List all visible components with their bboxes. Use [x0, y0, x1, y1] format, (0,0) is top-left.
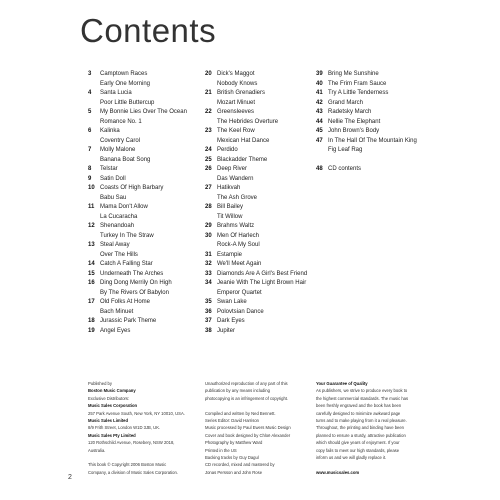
page-ref [88, 99, 100, 109]
page-ref: 32 [205, 261, 212, 267]
song-title: Bill Bailey [217, 204, 244, 210]
contents-entry [88, 232, 203, 242]
contents-entry [205, 156, 320, 166]
page-ref: 21 [205, 90, 212, 96]
page-ref: 42 [316, 99, 323, 106]
footer-line: Photography by Matthew Ward [205, 440, 263, 446]
song-title: Early One Morning [100, 80, 151, 87]
contents-entry [205, 146, 320, 156]
footer-line: Boston Music Company [88, 388, 136, 394]
contents-entry [205, 108, 320, 118]
page-ref [88, 118, 100, 128]
song-title: Babu Sau [100, 194, 127, 201]
page-ref: 20 [205, 71, 212, 77]
song-title: Das Wandern [217, 175, 254, 182]
page-ref: 22 [205, 109, 212, 115]
contents-entry [205, 194, 320, 204]
song-title: By The Rivers Of Babylon [100, 289, 169, 296]
page-ref [205, 137, 217, 147]
page-ref [205, 99, 217, 109]
contents-entry [88, 270, 203, 280]
contents-entry [316, 108, 451, 118]
song-title: Estampie [217, 251, 243, 258]
page-ref: 5 [88, 109, 92, 115]
footer-line: carefully designed to minimize awkward page [316, 410, 401, 416]
contents-entry [88, 80, 203, 90]
page-ref: 24 [205, 147, 212, 153]
footer-line: Cover and book designed by Chloë Alexander [205, 432, 291, 438]
contents-entry [316, 89, 451, 99]
page-ref: 48 [316, 166, 323, 172]
page-ref [88, 194, 100, 204]
page-ref: 37 [205, 318, 212, 324]
contents-entry [88, 165, 203, 175]
song-title: My Bonnie Lies Over The Ocean [100, 109, 187, 115]
song-title: Catch A Falling Star [100, 261, 153, 267]
contents-entry [88, 194, 203, 204]
contents-list [88, 70, 448, 370]
page-ref: 28 [205, 204, 212, 210]
song-title: Angel Eyes [100, 327, 131, 334]
song-title: Telstar [100, 166, 118, 172]
page-ref: 25 [205, 156, 212, 163]
song-title: Jeanie With The Light Brown Hair [217, 280, 307, 286]
page-ref: 4 [88, 90, 92, 96]
song-title: Tit Willow [217, 213, 243, 220]
contents-entry [205, 127, 320, 137]
page-ref [88, 251, 100, 261]
page-ref [88, 232, 100, 242]
song-title: Mama Don't Allow [100, 204, 148, 210]
footer-line: Series Editor: David Harrison [205, 418, 259, 424]
song-title: Banana Boat Song [100, 156, 151, 163]
contents-entry [205, 251, 320, 261]
song-title: Swan Lake [217, 299, 247, 305]
page-ref: 11 [88, 204, 95, 210]
contents-entry [205, 213, 320, 223]
page-ref: 7 [88, 147, 92, 153]
footer-line: This book © Copyright 2006 Boston Music [88, 462, 167, 468]
contents-entry [205, 279, 320, 289]
page-ref: 34 [205, 280, 212, 286]
song-title: Try A Little Tenderness [328, 90, 389, 96]
page-ref: 33 [205, 270, 212, 277]
song-title: Men Of Harlech [217, 232, 260, 239]
footer-line: Music Sales Limited [88, 418, 129, 424]
page-ref [205, 175, 217, 185]
page-ref [205, 118, 217, 128]
song-title: CD contents [328, 166, 362, 172]
page-ref [205, 241, 217, 251]
contents-entry [205, 89, 320, 99]
footer-line: Published by [88, 381, 112, 386]
page-ref: 29 [205, 223, 212, 229]
page-number: 2 [68, 474, 72, 481]
page-ref: 43 [316, 109, 323, 115]
song-title: John Brown's Body [328, 128, 380, 134]
song-title: Coasts Of High Barbary [100, 185, 164, 191]
page-ref: 26 [205, 166, 212, 172]
song-title: Coventry Carol [100, 137, 141, 144]
song-title: The Ash Grove [217, 194, 258, 201]
page-ref: 39 [316, 71, 323, 77]
song-title: Old Folks At Home [100, 299, 151, 305]
page-ref: 12 [88, 223, 95, 229]
page-ref [205, 213, 217, 223]
page-ref [88, 213, 100, 223]
contents-entry [205, 317, 320, 327]
page-ref: 45 [316, 128, 323, 134]
contents-column-3 [316, 70, 451, 175]
page-ref: 41 [316, 90, 323, 96]
quality-guarantee [316, 380, 448, 476]
contents-entry [88, 70, 203, 80]
footer-line: which should give years of enjoyment. If your [316, 440, 400, 446]
contents-entry [205, 175, 320, 185]
page-ref: 3 [88, 71, 92, 77]
contents-entry [205, 260, 320, 270]
footer-line: Exclusive Distributors: [88, 395, 130, 401]
contents-entry [205, 99, 320, 109]
song-title: In The Hall Of The Mountain King [328, 137, 417, 144]
contents-entry [205, 327, 320, 337]
page-ref: 17 [88, 299, 95, 305]
page-ref: 38 [205, 327, 212, 334]
page-ref [88, 156, 100, 166]
page-ref: 47 [316, 137, 323, 144]
contents-entry [88, 308, 203, 318]
footer-line: the highest commercial standards. The music has [316, 395, 409, 401]
footer-line [316, 461, 448, 468]
contents-entry [88, 156, 203, 166]
song-title: Underneath The Arches [100, 270, 164, 277]
footer-line: copy fails to meet our high standards, please [316, 447, 400, 453]
contents-entry [88, 222, 203, 232]
contents-entry [88, 260, 203, 270]
page-ref: 27 [205, 185, 212, 191]
song-title: Greensleeves [217, 109, 255, 115]
song-title: La Cucaracha [100, 213, 138, 220]
song-title: Satin Doll [100, 175, 126, 182]
page-ref [88, 308, 100, 318]
song-title: Fig Leaf Rag [328, 147, 363, 153]
contents-entry [205, 80, 320, 90]
page-ref: 13 [88, 242, 95, 248]
page-ref [205, 80, 217, 90]
song-title: Emperor Quartet [217, 289, 262, 296]
footer-line [205, 402, 315, 409]
contents-entry [205, 165, 320, 175]
song-title: Jurassic Park Theme [100, 318, 157, 324]
footer-line: Throughout, the printing and binding have been [316, 425, 405, 431]
footer-line: Music processed by Paul Ewers Music Design [205, 425, 291, 431]
contents-entry [88, 203, 203, 213]
song-title: Blackadder Theme [217, 156, 268, 163]
contents-entry [316, 118, 451, 128]
footer-line: inform us and we will gladly replace it. [316, 455, 387, 461]
song-title: Mexican Hat Dance [217, 137, 270, 144]
song-title: Hatikvah [217, 185, 241, 191]
footer-line: 8/9 Frith Street, London W1D 3JB, UK. [88, 425, 161, 431]
footer-line: Backing tracks by Guy Dagul [205, 455, 259, 461]
contents-entry [88, 279, 203, 289]
song-title: Radetsky March [328, 109, 372, 115]
contents-entry [205, 70, 320, 80]
song-title: Turkey In The Straw [100, 232, 154, 239]
footer-line: turns and to make playing from it a real pleasure. [316, 418, 407, 424]
publisher-info [88, 380, 198, 476]
song-title: The Hebrides Overture [217, 118, 279, 125]
footer-line: Unauthorized reproduction of any part of this [205, 381, 288, 386]
song-title: Brahms Waltz [217, 223, 255, 229]
page-ref: 6 [88, 128, 92, 134]
footer-line: Jonas Persson and John Rose [205, 469, 263, 475]
song-title: Steal Away [100, 242, 130, 248]
page-ref: 19 [88, 327, 95, 334]
song-title: Grand March [328, 99, 364, 106]
page-ref: 10 [88, 185, 95, 191]
song-title: The Keel Row [217, 128, 255, 134]
contents-entry [205, 232, 320, 242]
page-ref: 35 [205, 299, 212, 305]
contents-entry [316, 99, 451, 109]
footer-line: planned to ensure a sturdy, attractive publication [316, 432, 406, 438]
contents-entry [205, 137, 320, 147]
contents-entry [205, 203, 320, 213]
page-title: Contents [80, 12, 217, 49]
contents-entry [88, 184, 203, 194]
song-title: British Grenadiers [217, 90, 266, 96]
contents-entry [205, 118, 320, 128]
page-ref: 8 [88, 166, 92, 172]
song-title: Mozart Minuet [217, 99, 256, 106]
song-title: Nellie The Elephant [328, 118, 381, 125]
song-title: Kalinka [100, 128, 120, 134]
song-title: Molly Malone [100, 147, 136, 153]
contents-entry [88, 298, 203, 308]
footer-line: 257 Park Avenue South, New York, NY 10010, USA. [88, 410, 185, 416]
page-ref [205, 194, 217, 204]
footer-line: publication by any means including [205, 388, 270, 394]
page-ref: 14 [88, 261, 95, 267]
footer-line: Compiled and written by Ned Bennett. [205, 410, 276, 416]
song-title: Poor Little Buttercup [100, 99, 155, 106]
contents-entry [88, 327, 203, 337]
contents-column-2 [205, 70, 320, 336]
footer-line: www.musicsales.com [316, 469, 360, 475]
footer-line: Australia. [88, 447, 106, 453]
contents-entry [88, 146, 203, 156]
contents-entry [316, 70, 451, 80]
page-ref [316, 146, 328, 156]
page-ref [88, 137, 100, 147]
page-ref: 23 [205, 128, 212, 134]
contents-entry [88, 127, 203, 137]
contents-entry [88, 241, 203, 251]
contents-entry [88, 108, 203, 118]
song-title: Santa Lucia [100, 90, 132, 96]
song-title: Bach Minuet [100, 308, 134, 315]
contents-entry [205, 222, 320, 232]
song-title: Jupiter [217, 327, 236, 334]
page-ref: 18 [88, 318, 95, 324]
footer-line: As publishers, we strive to produce every book to [316, 388, 408, 394]
page-ref: 44 [316, 118, 323, 125]
footer-line: been freshly engraved and the book has been [316, 403, 402, 409]
page-ref: 9 [88, 175, 92, 182]
footer-line [88, 454, 198, 461]
song-title: Deep River [217, 166, 248, 172]
page-ref [88, 289, 100, 299]
song-title: Polovtsian Dance [217, 308, 264, 315]
page-ref: 15 [88, 270, 95, 277]
footer-line: Music Sales Pty Limited [88, 432, 136, 438]
song-title: Over The Hills [100, 251, 138, 258]
song-title: Nobody Knows [217, 80, 258, 87]
contents-entry [88, 137, 203, 147]
credits-info [205, 380, 315, 476]
contents-entry [205, 241, 320, 251]
page-ref [88, 80, 100, 90]
contents-entry [316, 156, 451, 166]
contents-entry [88, 317, 203, 327]
contents-entry [316, 146, 451, 156]
contents-entry [316, 137, 451, 147]
contents-entry [316, 165, 451, 175]
contents-entry [205, 184, 320, 194]
song-title: Dark Eyes [217, 318, 245, 324]
contents-entry [316, 127, 451, 137]
song-title: We'll Meet Again [217, 261, 262, 267]
contents-entry [205, 298, 320, 308]
footer-line: photocopying is an infringement of copyright. [205, 395, 289, 401]
song-title: Dick's Maggot [217, 71, 255, 77]
page-ref: 16 [88, 280, 95, 286]
song-title: Camptown Races [100, 71, 148, 77]
song-title: Bring Me Sunshine [328, 71, 379, 77]
song-title: The Frim Fram Sauce [328, 80, 387, 87]
footer-line: Music Sales Corporation [88, 403, 138, 409]
imprint-footer [88, 380, 448, 480]
page-ref [205, 289, 217, 299]
contents-entry [88, 89, 203, 99]
contents-entry [88, 175, 203, 185]
contents-entry [205, 270, 320, 280]
footer-line: 120 Rothschild Avenue, Rosebery, NSW 2018, [88, 440, 175, 446]
contents-entry [88, 213, 203, 223]
footer-line: Company, a division of Music Sales Corporation. [88, 469, 178, 475]
footer-line: Printed in the US [205, 447, 237, 453]
song-title: Perdido [217, 147, 238, 153]
contents-entry [88, 118, 203, 128]
song-title: Ding Dong Merrily On High [100, 280, 172, 286]
contents-column-1 [88, 70, 203, 336]
song-title: Rock-A My Soul [217, 242, 260, 248]
contents-entry [205, 308, 320, 318]
contents-entry [205, 289, 320, 299]
page-ref: 40 [316, 80, 323, 87]
song-title: Romance No. 1 [100, 118, 142, 125]
song-title: Diamonds Are A Girl's Best Friend [217, 270, 308, 277]
page-ref: 36 [205, 308, 212, 315]
contents-entry [88, 289, 203, 299]
contents-entry [88, 99, 203, 109]
page-ref: 31 [205, 251, 212, 258]
contents-entry [88, 251, 203, 261]
page-ref: 30 [205, 232, 212, 239]
footer-line: CD recorded, mixed and mastered by [205, 462, 275, 468]
contents-entry [316, 80, 451, 90]
song-title: Shenandoah [100, 223, 135, 229]
footer-line: Your Guarantee of Quality [316, 381, 368, 386]
page-ref [316, 156, 328, 166]
